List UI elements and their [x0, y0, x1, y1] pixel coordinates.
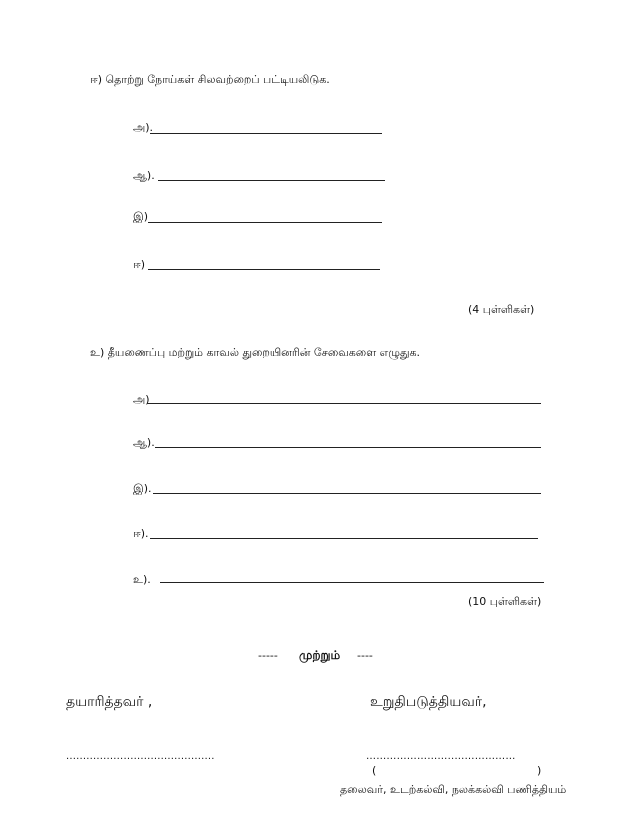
question-u-item-label: உ).: [133, 573, 151, 586]
question-u-item-label: ஆ).: [133, 436, 155, 449]
end-marker-left-dashes: -----: [258, 649, 278, 662]
end-marker-right-dashes: ----: [357, 649, 373, 662]
question-e-title: ஈ) தொற்று நோய்கள் சிலவற்றைப் பட்டியலிடுக.: [90, 73, 330, 86]
question-e-marks: (4 புள்ளிகள்): [468, 303, 535, 316]
name-paren-open: (: [372, 764, 377, 777]
question-u-title: உ) தீயணைப்பு மற்றும் காவல் துறையினரின் சேவைகளை எழுதுக.: [90, 346, 421, 359]
question-e-item-label: ஆ).: [133, 169, 155, 182]
answer-line: [158, 180, 385, 181]
answer-line: [150, 538, 538, 539]
question-u-marks: (10 புள்ளிகள்): [468, 595, 542, 608]
answer-line: [148, 222, 382, 223]
answer-line: [150, 133, 382, 134]
answer-line: [153, 493, 541, 494]
answer-line: [160, 582, 544, 583]
verified-by-signature-dots: ……………………..………………: [366, 751, 516, 762]
answer-line: [148, 269, 380, 270]
question-e-item-label: இ): [133, 210, 148, 223]
question-u-item-label: இ).: [133, 482, 152, 495]
prepared-by-signature-dots: ............................................: [66, 751, 215, 762]
answer-line: [147, 403, 541, 404]
verified-by-designation: தலைவர், உடற்கல்வி, நலக்கல்வி பணித்தியம்: [340, 783, 567, 796]
question-e-item-label: அ).: [133, 121, 154, 134]
question-u-item-label: ஈ).: [133, 527, 149, 540]
name-paren-close: ): [537, 764, 542, 777]
prepared-by-label: தயாரித்தவர் ,: [66, 694, 153, 710]
answer-line: [155, 447, 541, 448]
question-u-item-label: அ): [133, 393, 150, 406]
verified-by-label: உறுதிபடுத்தியவர்,: [370, 694, 487, 710]
question-e-item-label: ஈ): [133, 258, 146, 271]
end-marker-word: முற்றும்: [299, 648, 341, 662]
